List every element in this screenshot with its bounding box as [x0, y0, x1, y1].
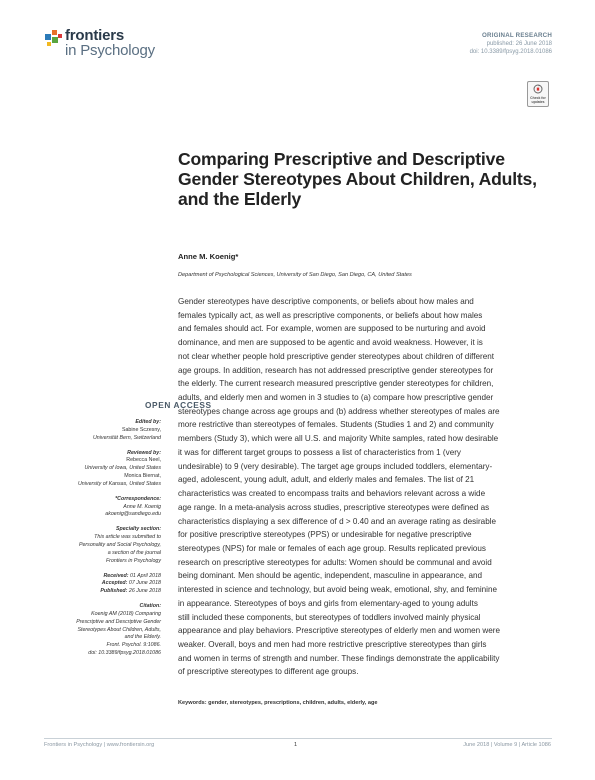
abstract-line: Gender stereotypes have descriptive components, or beliefs about how males and — [178, 297, 474, 306]
citation-line: and the Elderly. — [124, 634, 161, 641]
published-date-sidebar: 26 June 2018 — [128, 588, 161, 595]
keywords — [178, 700, 378, 706]
published-row — [11, 588, 161, 596]
footer-issue-info: June 2018 | Volume 9 | Article 1086 — [463, 742, 551, 748]
abstract-line: interested in science and technology, but avoid being weak, emotional, shy, and feminine — [178, 585, 498, 595]
article-title: Comparing Prescriptive and Descriptive Gender Stereotypes About Children, Adults, and the Elderly — [178, 149, 537, 209]
abstract-line: age range. In a meta-analysis across studies, prescriptive stereotypes were defined as — [178, 502, 490, 512]
reviewed-by-label: Reviewed by: — [127, 449, 161, 456]
received-row — [11, 573, 161, 581]
abstract-line: in appearance. Stereotypes of boys and girls from elementary-aged to young adults — [178, 598, 478, 608]
correspondence-label: *Correspondence: — [115, 495, 161, 502]
abstract-line: and women in terms of strength and number. These findings demonstrate the applicability — [178, 653, 500, 663]
specialty-line: a section of the journal — [107, 549, 161, 556]
page-number: 1 — [294, 742, 298, 748]
article-type: ORIGINAL RESEARCH — [482, 32, 552, 39]
citation-line: Stereotypes About Children, Adults, — [77, 626, 161, 633]
footer-divider — [44, 738, 552, 739]
abstract-line: and females should act. For example, women are supposed to be nurturing and avoid — [178, 324, 486, 334]
abstract — [178, 295, 551, 679]
abstract-line: weaker. Overall, boys and men had more restrictive prescriptive stereotypes than girls — [178, 639, 487, 649]
abstract-line: being dominant. Men should be agentic, independent, masculine in appearance, and — [178, 571, 483, 581]
citation-line: Front. Psychol. 9:1086. — [106, 642, 161, 649]
footer-journal-link[interactable]: Frontiers in Psychology | www.frontiersin.org — [44, 742, 155, 748]
specialty-line: Personality and Social Psychology, — [78, 541, 161, 548]
published-label: Published: — [100, 588, 128, 595]
frontiers-logo-icon — [44, 28, 64, 50]
abstract-line: stereotypes (NPS) for male or females of each age group. Results replicated previous — [178, 543, 486, 553]
abstract-line: it was for different target groups to possess a list of characteristics from 1 (very — [178, 447, 461, 457]
reviewer-name[interactable]: Rebecca Neel, — [126, 457, 161, 464]
correspondence-name: Anne M. Koenig — [123, 503, 161, 510]
doi-link[interactable]: doi: 10.3389/fpsyg.2018.01086 — [469, 49, 552, 55]
keywords-list: gender, stereotypes, prescriptions, children, adults, elderly, age — [208, 700, 378, 706]
editor-name[interactable]: Sabine Sczesny, — [121, 426, 161, 433]
abstract-line: members (Study 3), which were all U.S. and majority White samples, rated how desirable — [178, 434, 499, 444]
correspondence-email[interactable]: akoenig@sandiego.edu — [105, 511, 161, 518]
accepted-row — [11, 580, 161, 588]
specialty-line: This article was submitted to — [94, 534, 161, 541]
reviewer-affiliation: University of Kansas, United States — [77, 480, 161, 487]
citation-label: Citation: — [139, 603, 161, 610]
logo-wordmark-top: frontiers — [65, 27, 125, 44]
abstract-line: characteristics was created to encompass traits and behaviors relevant across a wide — [178, 489, 486, 499]
refresh-icon — [533, 84, 543, 94]
check-for-updates-button[interactable] — [527, 81, 549, 107]
article-meta — [470, 32, 552, 56]
edited-by-label: Edited by: — [135, 419, 161, 425]
received-date: 01 April 2018 — [129, 572, 161, 579]
abstract-line: more restrictive than stereotypes of females. Students (Studies 1 and 2) and community — [178, 420, 494, 430]
reviewer-affiliation: University of Iowa, United States — [84, 465, 161, 472]
author-affiliation: Department of Psychological Sciences, University of San Diego, San Diego, CA, United States — [178, 272, 412, 278]
open-access-label: OPEN ACCESS — [145, 400, 212, 410]
abstract-line: stereotypes change across age groups and (b) address whether stereotypes of males are — [178, 406, 500, 416]
author-name[interactable]: Anne M. Koenig* — [178, 252, 239, 261]
citation-line: Koenig AM (2018) Comparing — [91, 610, 161, 617]
editor-affiliation: Universität Bern, Switzerland — [92, 434, 161, 441]
abstract-line: dominance, and men are supposed to be agentic and avoid weakness. However, it is — [178, 338, 483, 348]
check-updates-label: Check for updates — [530, 96, 546, 104]
abstract-line: adults, and elderly men and women in 3 studies to (a) compare how prescriptive gender — [178, 393, 494, 403]
abstract-line: females typically act, as well as prescriptive components, or beliefs about how males — [178, 310, 483, 320]
journal-logo[interactable] — [44, 28, 174, 62]
article-info-sidebar — [11, 419, 161, 658]
citation-line: Prescriptive and Descriptive Gender — [76, 618, 161, 625]
abstract-line: age groups. In addition, research has not addressed prescriptive gender stereotypes for — [178, 365, 494, 375]
reviewer-name[interactable]: Monica Biernat, — [124, 473, 161, 480]
abstract-line: of prescriptive stereotypes to different age groups. — [178, 667, 359, 677]
logo-wordmark-bottom: in Psychology — [65, 42, 155, 59]
abstract-line: not clear whether people hold prescriptive gender stereotypes about children of different — [178, 351, 495, 361]
abstract-line: still included these components, but stereotypes of toddlers involved mainly physical — [178, 612, 481, 622]
abstract-line: the elderly. The current research measured prescriptive gender stereotypes for children, — [178, 379, 494, 389]
abstract-line: undesirable) to 9 (very desirable). The target age groups included toddlers, elementary- — [178, 461, 493, 471]
accepted-label: Accepted: — [101, 580, 128, 587]
abstract-line: characteristics displaying a sex difference of d > 0.40 and an average rating as desirable — [178, 516, 497, 526]
abstract-line: aged, adolescent, young adult, adult, and elderly males and females. The list of 21 — [178, 475, 475, 485]
citation-doi[interactable]: doi: 10.3389/fpsyg.2018.01086 — [88, 650, 161, 657]
keywords-label: Keywords: — [178, 700, 207, 706]
abstract-line: research on prescriptive stereotypes for adults: Women should be communal and avoid — [178, 557, 492, 567]
abstract-line: for positive prescriptive stereotypes (PPS) or undesirable for negative prescriptive — [178, 530, 472, 540]
specialty-section-label: Specialty section: — [115, 526, 161, 533]
accepted-date: 07 June 2018 — [128, 580, 161, 587]
received-label: Received: — [103, 572, 129, 579]
specialty-line: Frontiers in Psychology — [105, 557, 161, 564]
abstract-line: appearance and play behaviors. Prescriptive stereotypes of elderly men and women were — [178, 626, 501, 636]
published-date: published: 26 June 2018 — [486, 41, 552, 47]
